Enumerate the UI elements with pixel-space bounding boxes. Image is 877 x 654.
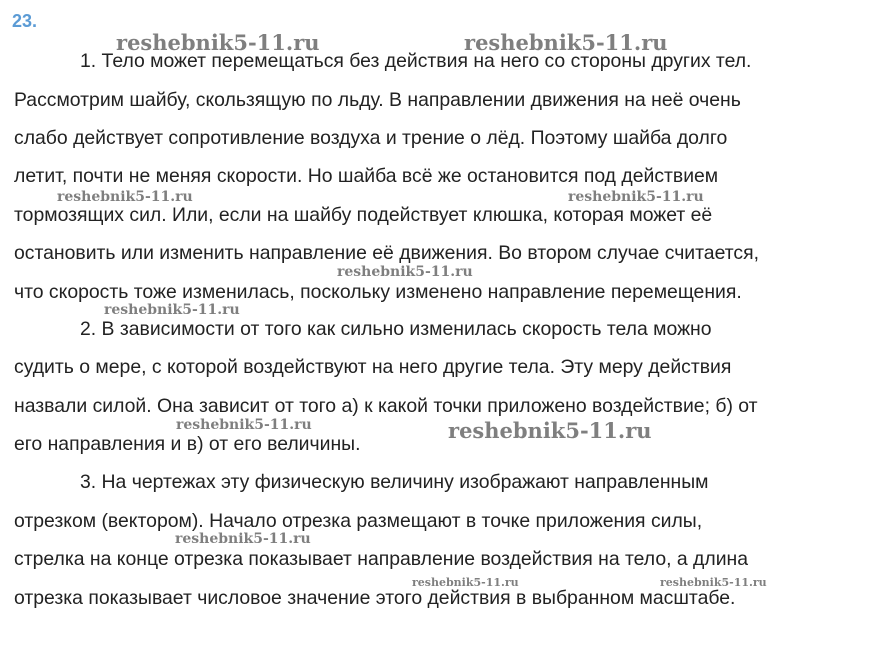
watermark: reshebnik5-11.ru (104, 302, 240, 318)
task-number: 23. (12, 11, 38, 31)
watermark: reshebnik5-11.ru (412, 576, 519, 589)
text-line: стрелка на конце отрезка показывает направление воздействия на тело, а длина (14, 548, 749, 570)
text-line: 2. В зависимости от того как сильно изменилась скорость тела можно (80, 318, 712, 340)
text-line: отрезком (вектором). Начало отрезка размещают в точке приложения силы, (14, 510, 703, 532)
watermark: reshebnik5-11.ru (337, 264, 473, 280)
text-line: что скорость тоже изменилась, поскольку изменено направление перемещения. (14, 281, 742, 303)
text-line: назвали силой. Она зависит от того а) к какой точки приложено воздействие; б) от (14, 395, 758, 417)
watermark: reshebnik5-11.ru (464, 30, 668, 55)
watermark: reshebnik5-11.ru (448, 418, 652, 443)
watermark: reshebnik5-11.ru (57, 189, 193, 205)
text-line: судить о мере, с которой воздействуют на него другие тела. Эту меру действия (14, 356, 732, 378)
text-line: 3. На чертежах эту физическую величину изображают направленным (80, 471, 709, 493)
text-line: слабо действует сопротивление воздуха и трение о лёд. Поэтому шайба долго (14, 127, 728, 149)
watermark: reshebnik5-11.ru (116, 30, 320, 55)
text-line: тормозящих сил. Или, если на шайбу подействует клюшка, которая может её (14, 204, 713, 226)
text-line: летит, почти не меняя скорости. Но шайба всё же остановится под действием (14, 165, 719, 187)
watermark: reshebnik5-11.ru (175, 531, 311, 547)
text-line: Рассмотрим шайбу, скользящую по льду. В направлении движения на неё очень (14, 89, 741, 111)
text-line: остановить или изменить направление её движения. Во втором случае считается, (14, 242, 759, 264)
text-line: 1. Тело может перемещаться без действия на него со стороны других тел. (80, 50, 752, 72)
text-line: его направления и в) от его величины. (14, 433, 361, 455)
watermark: reshebnik5-11.ru (176, 417, 312, 433)
watermark: reshebnik5-11.ru (660, 576, 767, 589)
text-line: отрезка показывает числовое значение этого действия в выбранном масштабе. (14, 587, 736, 609)
watermark: reshebnik5-11.ru (568, 189, 704, 205)
